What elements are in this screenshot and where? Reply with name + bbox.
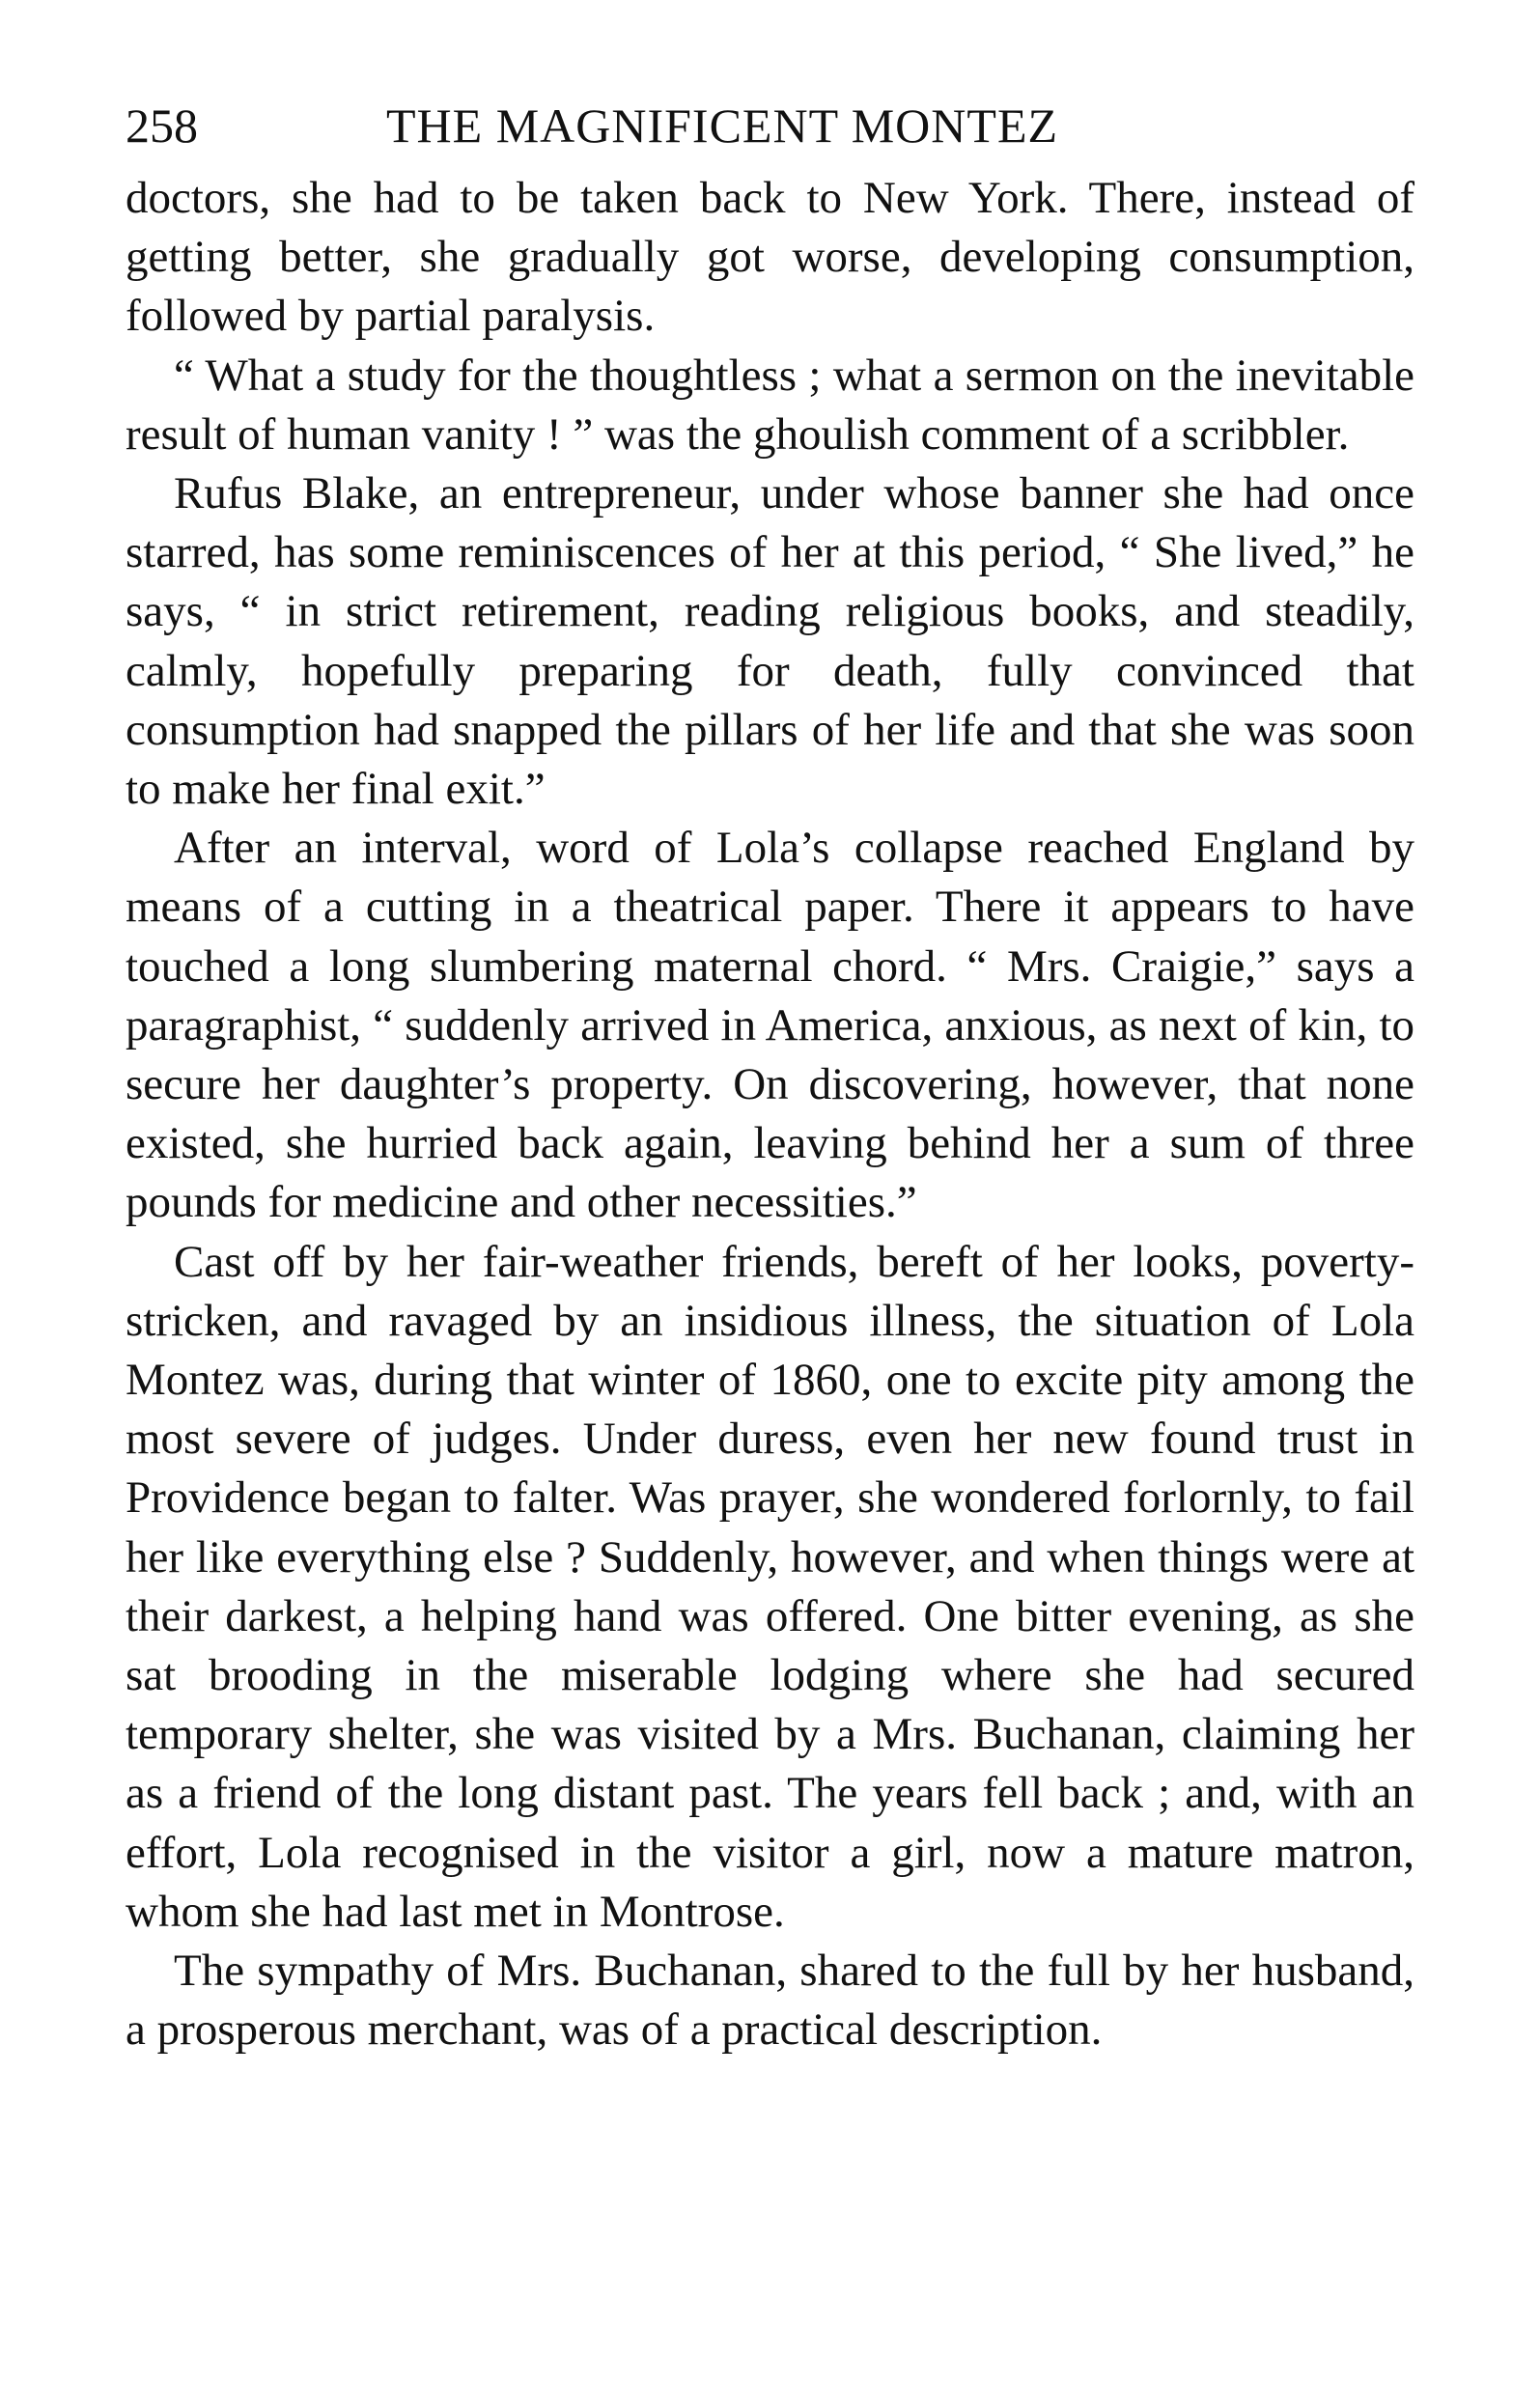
paragraph-continued: doctors, she had to be taken back to New York. There, instead of getting better, she gradually got worse, developing consumption, followed by partial paralysis. <box>126 173 1414 342</box>
paragraph-sympathy: The sympathy of Mrs. Buchanan, shared to the full by her husband, a prosperous merchant, was of a practical description. <box>126 1946 1414 2056</box>
paragraph-quote: “ What a study for the thoughtless ; what a sermon on the inevitable result of human vanity ! ” was the ghoulish comment of a scribbler. <box>126 350 1414 460</box>
running-head <box>126 92 1414 159</box>
page-number: 258 <box>126 98 198 153</box>
book-page <box>126 92 1414 2060</box>
running-title: THE MAGNIFICENT MONTEZ <box>386 98 1059 153</box>
paragraph-rufus-blake: Rufus Blake, an entrepreneur, under whose banner she had once starred, has some reminiscences of her at this period, “ She lived,” he says, “ in strict retirement, reading religious books, and steadily, calmly, hopefully preparing for death, fully convinced that consumption had snapped the pillars of her life and that she was soon to make her final exit.” <box>126 468 1414 815</box>
paragraph-mrs-craigie: After an interval, word of Lola’s collapse reached England by means of a cutting in a theatrical paper. There it appears to have touched a long slumbering maternal chord. “ Mrs. Craigie,” says a paragraphist, “ suddenly arrived in America, anxious, as next of kin, to secure her daughter’s property. On discovering, however, that none existed, she hurried back again, leaving behind her a sum of three pounds for medicine and other necessities.” <box>126 823 1414 1228</box>
paragraph-cast-off: Cast off by her fair-weather friends, bereft of her looks, poverty-stricken, and ravaged by an insidious illness, the situation of Lola Montez was, during that winter of 1860, one to excite pity among the most severe of judges. Under duress, even her new found trust in Providence began to falter. Was prayer, she wondered forlornly, to fail her like everything else ? Suddenly, however, and when things were at their darkest, a helping hand was offered. One bitter evening, as she sat brooding in the miserable lodging where she had secured temporary shelter, she was visited by a Mrs. Buchanan, claiming her as a friend of the long distant past. The years fell back ; and, with an effort, Lola recognised in the visitor a girl, now a mature matron, whom she had last met in Montrose. <box>126 1236 1414 1937</box>
